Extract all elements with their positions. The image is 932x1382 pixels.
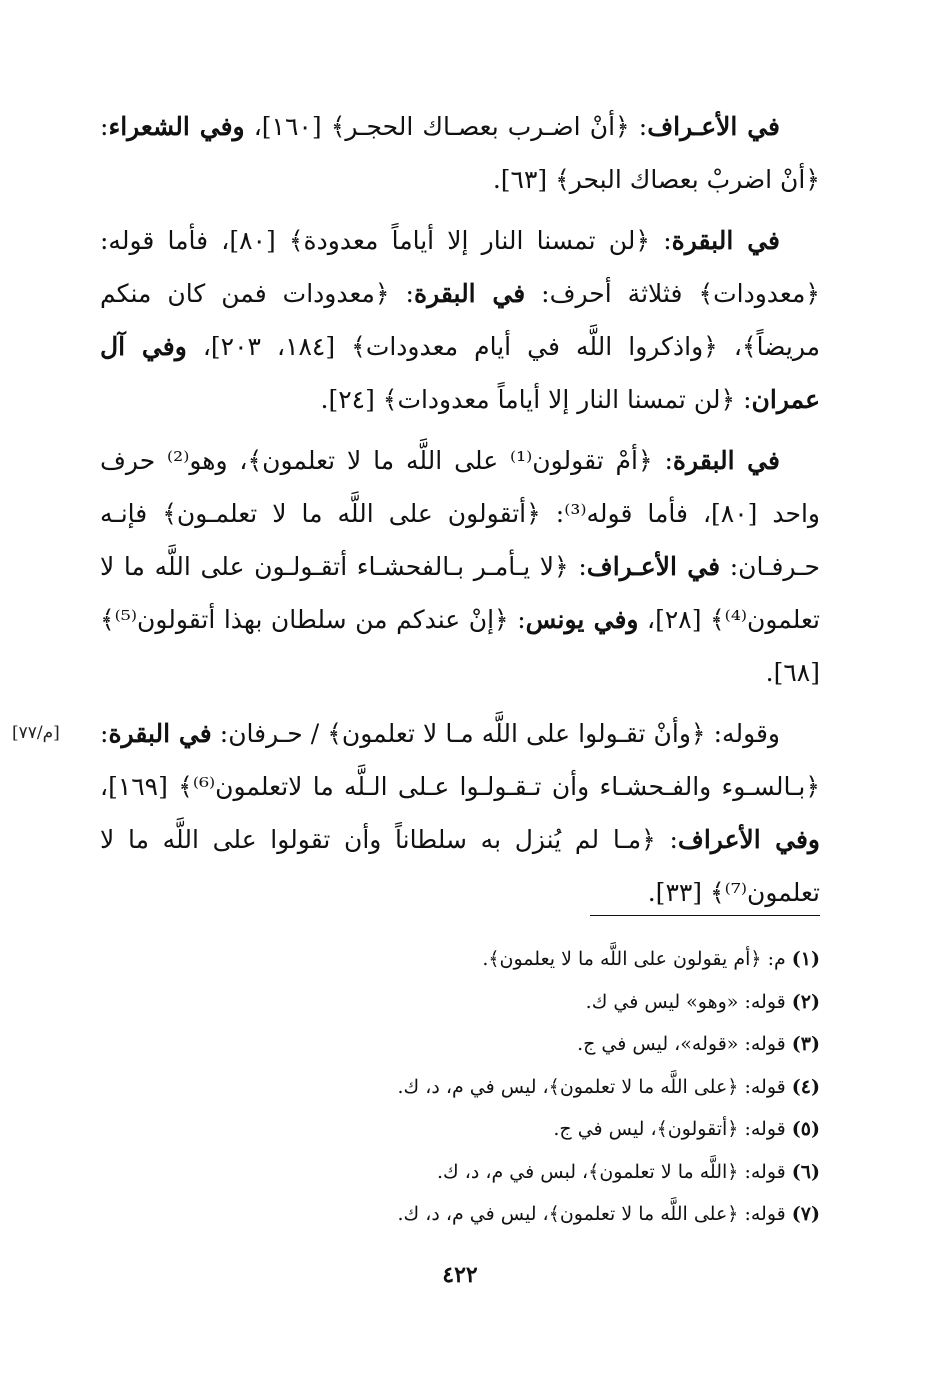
surah-label: في البقرة (671, 226, 780, 255)
paragraph-1 (100, 100, 820, 206)
surah-label: وفي الشعراء (108, 112, 245, 141)
verse-text: : ﴿لن تمسنا النار إلا أياماً معدودات﴾ [٢٤]. (320, 385, 752, 414)
paragraph-4 (12, 707, 821, 919)
footnote-text: قوله: ﴿أتقولون﴾، ليس في ج. (553, 1118, 786, 1140)
footnote-4 (100, 1066, 820, 1109)
surah-label: وفي يونس (525, 605, 639, 634)
verse-text: : ﴿مـا لم يُنزل به سلطاناً وأن تقولوا على اللَّه ما لا تعلمون⁽⁷⁾﴾ [٣٣]. (100, 825, 820, 907)
page-body (12, 100, 821, 1300)
verse-text: : ﴿لا يـأمـر بـالفحشـاء أتقـولـون على اللَّه ما لا تعلمون⁽⁴⁾﴾ [٢٨]، (100, 552, 821, 634)
verse-text: : ﴿أنْ اضربْ بعصاك البحر﴾ [٦٣]. (100, 112, 820, 194)
surah-label: في البقرة (413, 279, 526, 308)
verse-text: : ﴿أمْ تقولون⁽¹⁾ على اللَّه ما لا تعلمون﴾، وهو⁽²⁾ حرف واحد [٨٠]، فأما قوله⁽³⁾: ﴿أتقولون على اللَّه ما لا تعلمـون﴾ فإنـه حـرفـان: (100, 446, 821, 581)
surah-label: في البقرة (672, 446, 780, 475)
footnote-number: (٧) (791, 1203, 820, 1225)
main-text (12, 100, 821, 919)
footnote-number: (٤) (791, 1075, 820, 1098)
verse-text: : ﴿إنْ عندكم من سلطان بهذا أتقولون⁽⁵⁾﴾ [٦٨]. (100, 605, 820, 687)
footnote-3 (100, 1023, 820, 1066)
paragraph-3 (100, 434, 820, 699)
footnote-number: (١) (791, 948, 820, 970)
footnote-separator (590, 915, 820, 916)
footnote-2 (100, 981, 820, 1024)
verse-text: وقوله: ﴿وأنْ تقـولوا على اللَّه مـا لا تعلمون﴾ / حـرفان: (211, 719, 781, 748)
footnotes (100, 938, 820, 1236)
verse-text: : ﴿بـالسـوء والفـحشـاء وأن تـقـولـوا عـلى الـلَّه ما لاتعلمون⁽⁶⁾﴾ [١٦٩]، (100, 719, 820, 801)
footnote-text: قوله: «وهو» ليس في ك. (585, 990, 786, 1013)
manuscript-folio-marker: [م/٧٧] (12, 723, 60, 743)
footnote-1 (100, 938, 820, 981)
footnote-number: (٦) (791, 1160, 820, 1183)
surah-label: وفي الأعراف (677, 825, 821, 854)
footnote-5 (100, 1108, 820, 1151)
page-number: ٤٢٢ (442, 1262, 478, 1288)
footnote-number: (٣) (791, 1033, 820, 1055)
surah-label: في الأعـراف (647, 112, 780, 141)
footnote-text: قوله: ﴿على اللَّه ما لا تعلمون﴾، ليس في م، د، ك. (397, 1203, 786, 1225)
footnote-7 (100, 1193, 820, 1236)
verse-text: : ﴿لن تمسنا النار إلا أياماً معدودة﴾ [٨٠]، فأما قوله: ﴿معدودات﴾ فثلاثة أحرف: (100, 226, 821, 308)
footnote-number: (٢) (791, 990, 820, 1013)
footnote-number: (٥) (791, 1118, 820, 1140)
verse-text: : ﴿أنْ اضـرب بعصـاك الحجـر﴾ [١٦٠]، (244, 112, 648, 141)
surah-label: في البقرة (108, 719, 212, 748)
footnote-text: م: ﴿أم يقولون على اللَّه ما لا يعلمون﴾. (482, 948, 786, 970)
paragraph-2 (100, 214, 820, 426)
verse-text: : ﴿معدودات فمن كان منكم مريضاً﴾، ﴿واذكروا اللَّه في أيام معدودات﴾ [١٨٤، ٢٠٣]، (100, 279, 821, 361)
footnote-text: قوله: ﴿على اللَّه ما لا تعلمون﴾، ليس في م، د، ك. (397, 1075, 786, 1098)
footnote-6 (100, 1151, 820, 1194)
surah-label: في الأعـراف (586, 552, 721, 581)
surah-label: وفي آل عمران (100, 332, 820, 414)
footnote-text: قوله: «قوله»، ليس في ج. (577, 1033, 786, 1055)
footnote-text: قوله: ﴿اللَّه ما لا تعلمون﴾، لبس في م، د، ك. (437, 1160, 786, 1183)
